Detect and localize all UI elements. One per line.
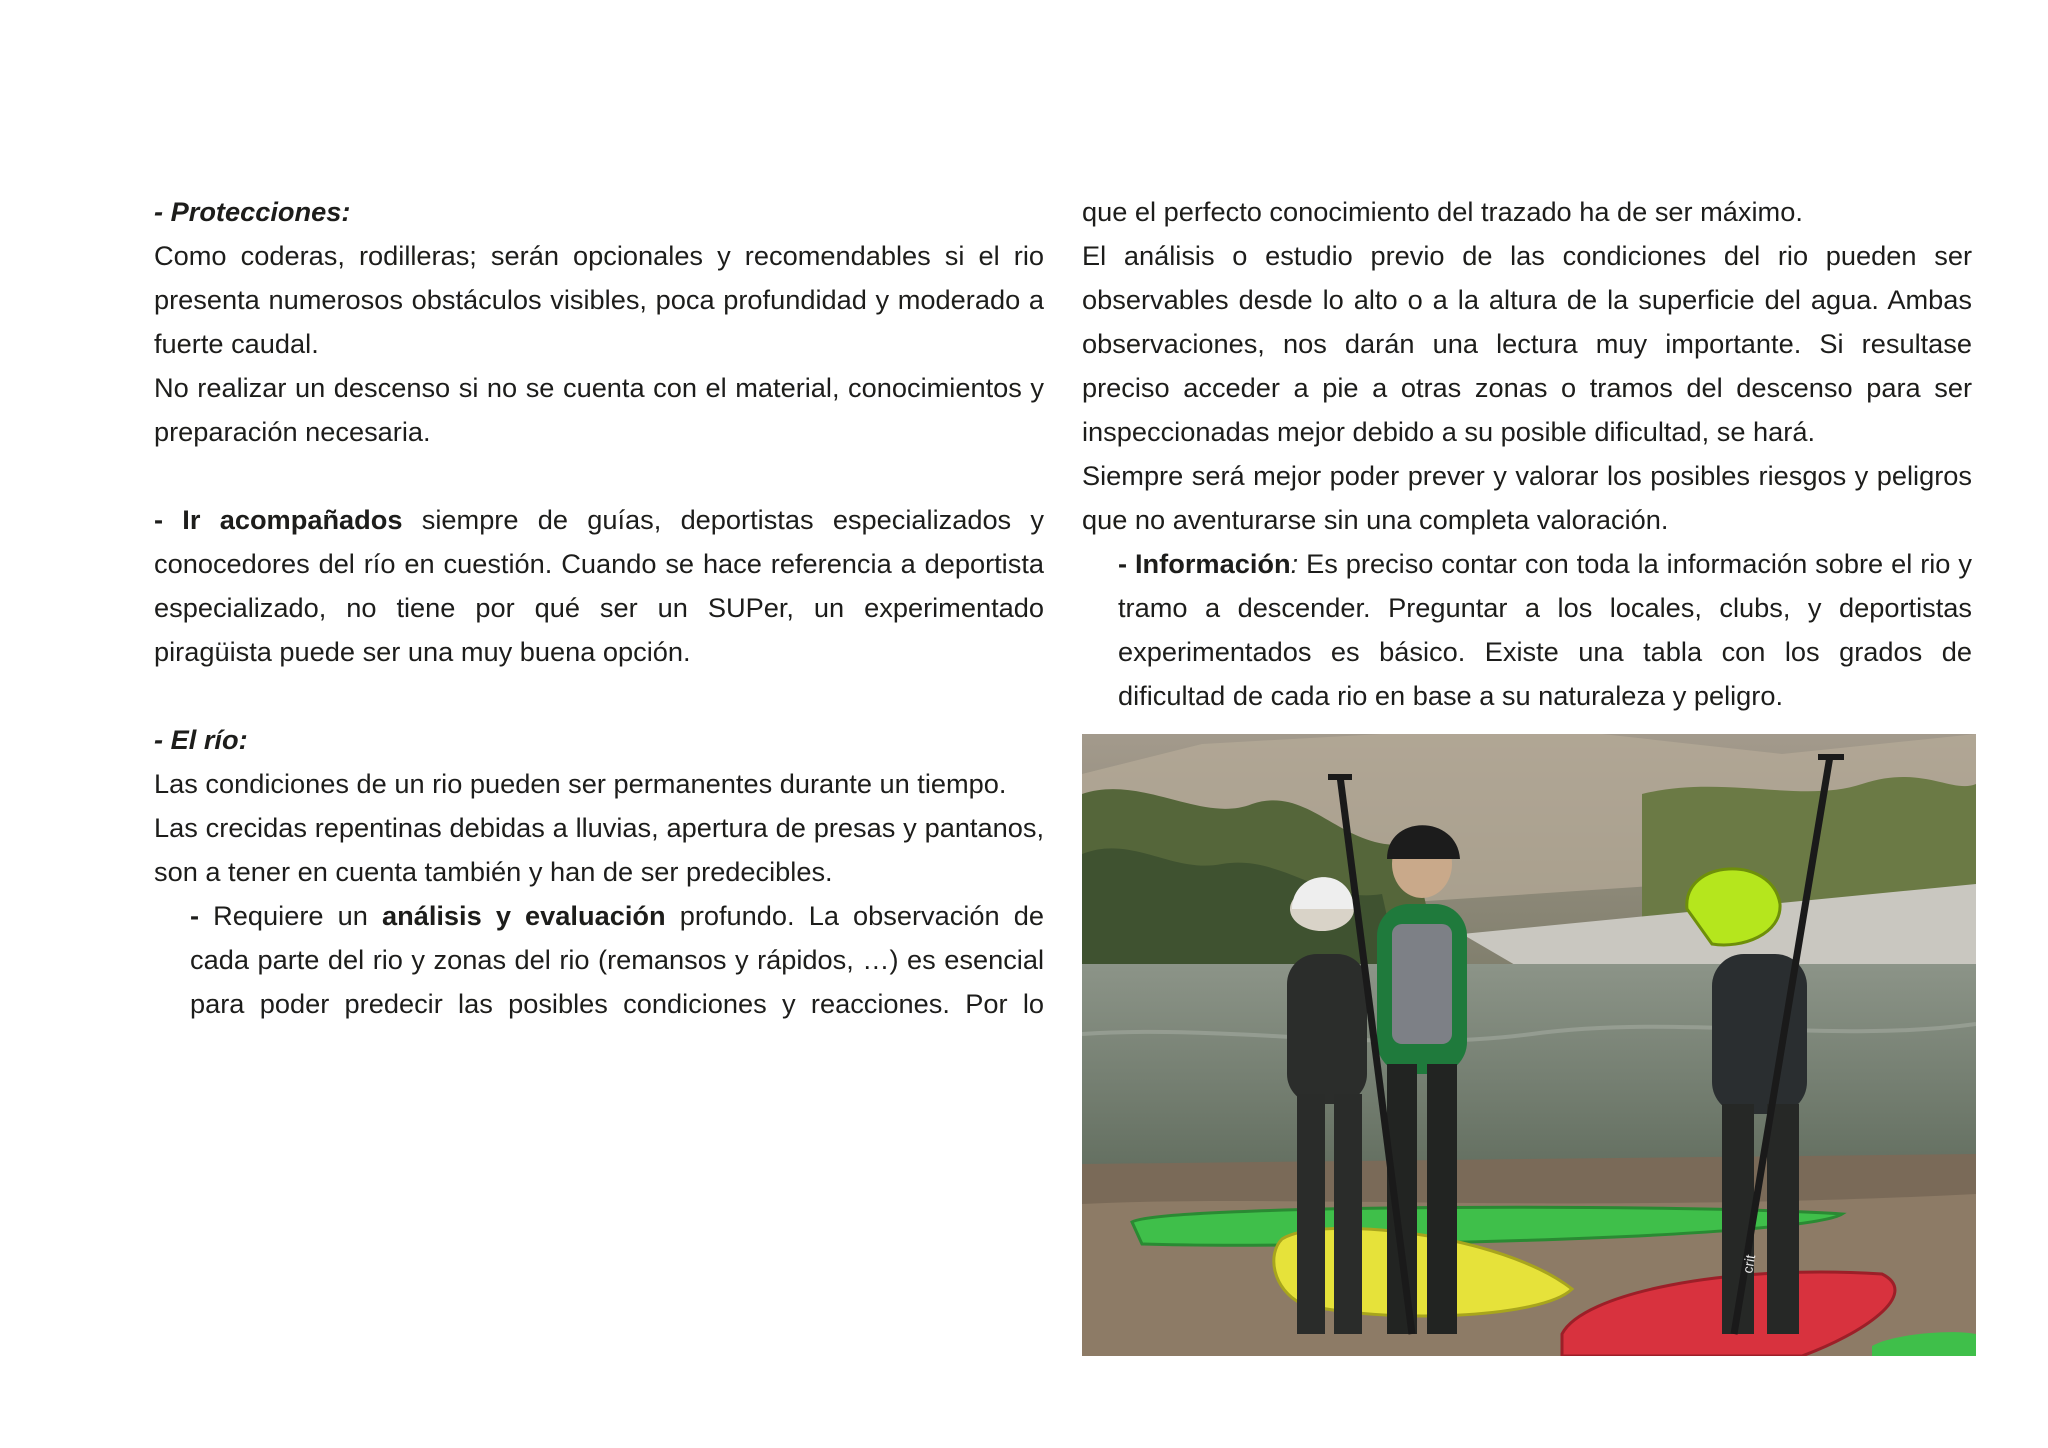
river-photo-illustration (1082, 734, 1976, 1356)
analisis-post: profundo. La observación de cada parte del rio y zonas del rio (remansos y rápidos, …) es esencial para poder predecir las posibles condiciones y reacciones. Por lo (190, 900, 1044, 1019)
paddle-left-grip (1328, 774, 1352, 780)
paddle-right-grip (1818, 754, 1844, 760)
acompanados-text: siempre de guías, deportistas especializados y conocedores del río en cuestión. Cuando se hace referencia a deportista especializado, no tiene por qué ser un SUPer, un experimentado piragüista puede ser una muy buena opción. (154, 504, 1045, 667)
acompanados-lead: - Ir acompañados (154, 504, 403, 535)
protecciones-paragraph-1: Como coderas, rodilleras; serán opcionales y recomendables si el rio presenta numerosos obstáculos visibles, poca profundidad y moderado a fuerte caudal. (154, 240, 1044, 359)
informacion-colon: : (1290, 548, 1299, 579)
rio-paragraph-1: Las condiciones de un rio pueden ser permanentes durante un tiempo. (154, 768, 1007, 799)
rio-paragraph-2: Las crecidas repentinas debidas a lluvias, apertura de presas y pantanos, son a tener en cuenta también y han de ser predecibles. (154, 812, 1044, 887)
informacion-paragraph (1082, 542, 1972, 718)
acompanados-paragraph (154, 498, 1044, 674)
informacion-text: Es preciso contar con toda la información sobre el rio y tramo a descender. Preguntar a los locales, clubs, y deportistas experimentados es básico. Existe una tabla con los grados de dificultad de cada rio en base a su naturaleza y peligro. (1118, 548, 1972, 711)
right-paragraph-1: que el perfecto conocimiento del trazado ha de ser máximo. (1082, 196, 1803, 227)
protecciones-paragraph-2: No realizar un descenso si no se cuenta con el material, conocimientos y preparación necesaria. (154, 372, 1044, 447)
right-text-column (1082, 190, 1972, 718)
rio-heading: - El río: (154, 724, 248, 755)
right-paragraph-3: Siempre será mejor poder prever y valorar los posibles riesgos y peligros que no aventurarse sin una completa valoración. (1082, 460, 1972, 535)
informacion-lead: - Información (1118, 548, 1291, 579)
paragraph-spacer (154, 454, 1044, 498)
analisis-dash: - (190, 900, 214, 931)
analisis-bold: análisis y evaluación (381, 900, 666, 931)
analisis-paragraph (154, 894, 1044, 1026)
river-photo (1082, 734, 1976, 1356)
left-text-column (154, 190, 1044, 1026)
paragraph-spacer (154, 674, 1044, 718)
paddle-label: crit (1739, 1253, 1759, 1275)
right-paragraph-2: El análisis o estudio previo de las condiciones del rio pueden ser observables desde lo alto o a la altura de la superficie del agua. Ambas observaciones, nos darán una lectura muy importante. Si resultase preciso acceder a pie a otras zonas o tramos del descenso para ser inspeccionadas mejor debido a su posible dificultad, se hará. (1082, 240, 1972, 447)
analisis-pre: Requiere un (213, 900, 382, 931)
protecciones-heading: - Protecciones: (154, 196, 351, 227)
